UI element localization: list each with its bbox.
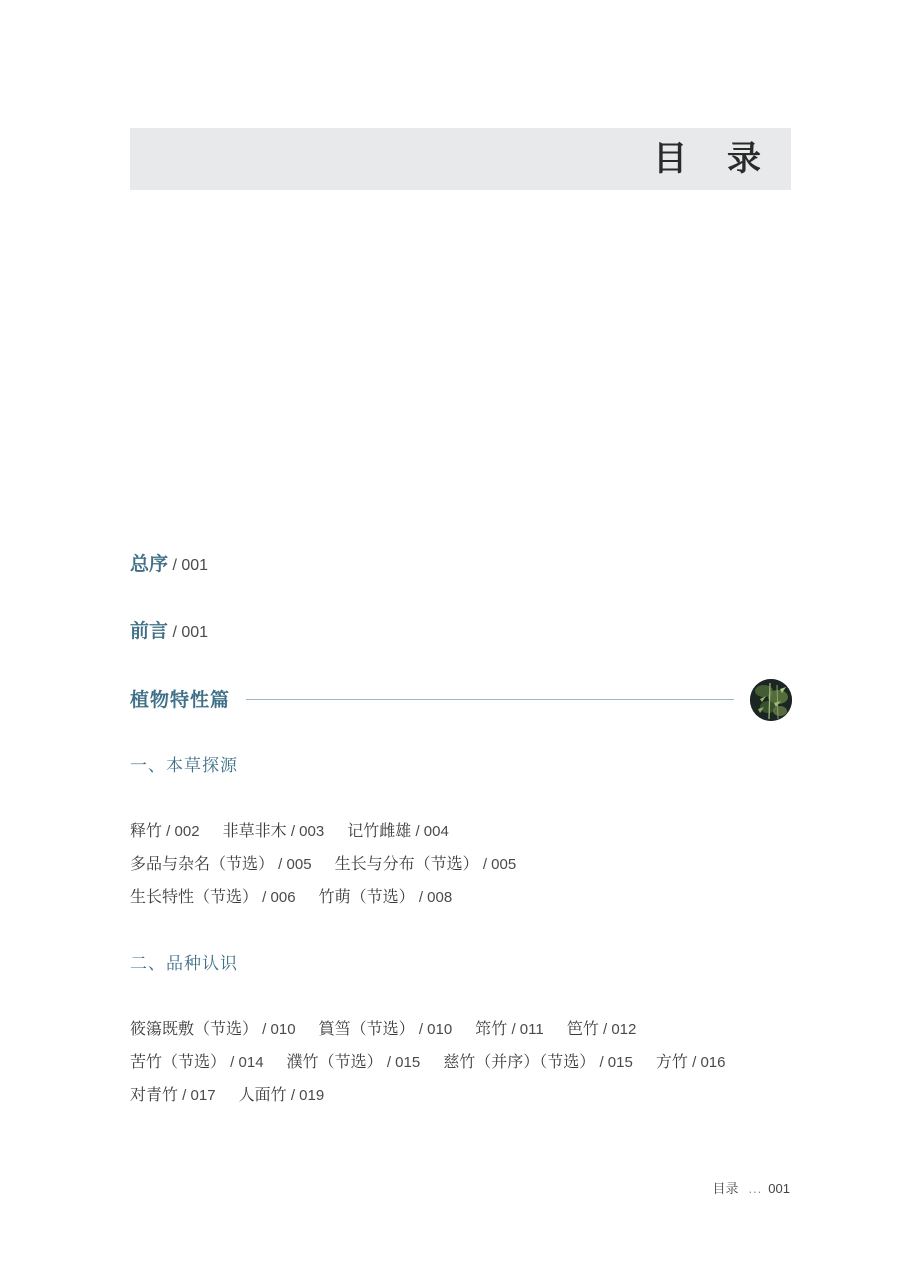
footer-label: 目录 [712, 1181, 739, 1196]
entry-title: 生长特性（节选） [130, 887, 259, 906]
entry-line [130, 814, 790, 847]
toc-entry[interactable] [335, 854, 517, 873]
footer-dots: ... [748, 1181, 763, 1196]
entry-title: 竹萌（节选） [318, 887, 415, 906]
entry-title: 筇竹 [475, 1019, 508, 1038]
entry-title: 筱簜既敷（节选） [130, 1019, 259, 1038]
toc-entry[interactable] [130, 1019, 296, 1038]
entry-page: / 001 [168, 624, 209, 641]
toc-entry-preface-general[interactable] [130, 552, 208, 578]
entry-title: 非草非木 [222, 821, 287, 840]
section-divider [246, 699, 734, 700]
toc-entry[interactable] [319, 1019, 453, 1038]
toc-entry[interactable] [475, 1019, 543, 1038]
entry-page: / 004 [411, 823, 449, 840]
toc-entry[interactable] [443, 1052, 633, 1071]
entry-page: / 008 [414, 889, 453, 906]
bamboo-photo-icon [750, 679, 792, 721]
entry-title: 生长与分布（节选） [334, 854, 479, 873]
entry-title: 对青竹 [130, 1085, 179, 1104]
entry-page: / 014 [226, 1054, 264, 1071]
entry-line [130, 847, 790, 880]
entry-title: 多品与杂名（节选） [130, 854, 275, 873]
entry-title: 方竹 [655, 1052, 688, 1071]
entry-title: 释竹 [130, 821, 163, 840]
toc-entry[interactable] [347, 821, 449, 840]
entry-page: / 005 [478, 856, 517, 873]
section-title: 植物特性篇 [130, 689, 231, 711]
entry-page: / 011 [507, 1021, 544, 1038]
entry-title: 笆竹 [566, 1019, 599, 1038]
entry-line [130, 1078, 790, 1111]
toc-entry[interactable] [567, 1019, 637, 1038]
entry-title: 慈竹（并序）（节选） [443, 1052, 596, 1071]
toc-entry[interactable] [130, 887, 296, 906]
entry-page: / 003 [286, 823, 325, 840]
toc-entry[interactable] [656, 1052, 726, 1071]
section-header [130, 688, 792, 722]
entry-page: / 005 [274, 856, 312, 873]
entry-line [130, 880, 790, 913]
toc-entry[interactable] [130, 1085, 216, 1104]
chapter-2-entries [130, 1012, 790, 1111]
footer-page-number: 001 [768, 1181, 790, 1196]
entry-page: / 006 [258, 889, 296, 906]
entry-line [130, 1045, 790, 1078]
chapter-heading-2[interactable]: 二、品种认识 [130, 954, 238, 974]
chapter-heading-1[interactable]: 一、本草探源 [130, 756, 238, 776]
toc-entry[interactable] [319, 887, 453, 906]
entry-title: 记竹雌雄 [347, 821, 412, 840]
page-footer [712, 1178, 790, 1197]
toc-entry-foreword[interactable] [130, 619, 208, 645]
entry-page: / 010 [258, 1021, 296, 1038]
entry-title: 苦竹（节选） [130, 1052, 227, 1071]
entry-label: 总序 [130, 553, 169, 575]
toc-entry[interactable] [130, 821, 200, 840]
toc-entry[interactable] [239, 1085, 325, 1104]
entry-title: 篔筜（节选） [318, 1019, 415, 1038]
toc-entry[interactable] [287, 1052, 421, 1071]
toc-entry[interactable] [130, 854, 312, 873]
toc-entry[interactable] [130, 1052, 264, 1071]
entry-page: / 015 [382, 1054, 421, 1071]
entry-page: / 016 [687, 1054, 726, 1071]
entry-page: / 010 [414, 1021, 453, 1038]
toc-entry[interactable] [223, 821, 325, 840]
entry-page: / 015 [595, 1054, 633, 1071]
entry-page: / 002 [162, 823, 200, 840]
entry-title: 人面竹 [238, 1085, 287, 1104]
entry-title: 濮竹（节选） [286, 1052, 383, 1071]
entry-line [130, 1012, 790, 1045]
chapter-1-entries [130, 814, 790, 913]
entry-page: / 017 [178, 1087, 216, 1104]
entry-label: 前言 [130, 620, 169, 642]
entry-page: / 012 [598, 1021, 637, 1038]
entry-page: / 019 [286, 1087, 325, 1104]
entry-page: / 001 [168, 557, 209, 574]
page-title: 目 录 [653, 139, 775, 179]
title-bar [130, 128, 791, 190]
